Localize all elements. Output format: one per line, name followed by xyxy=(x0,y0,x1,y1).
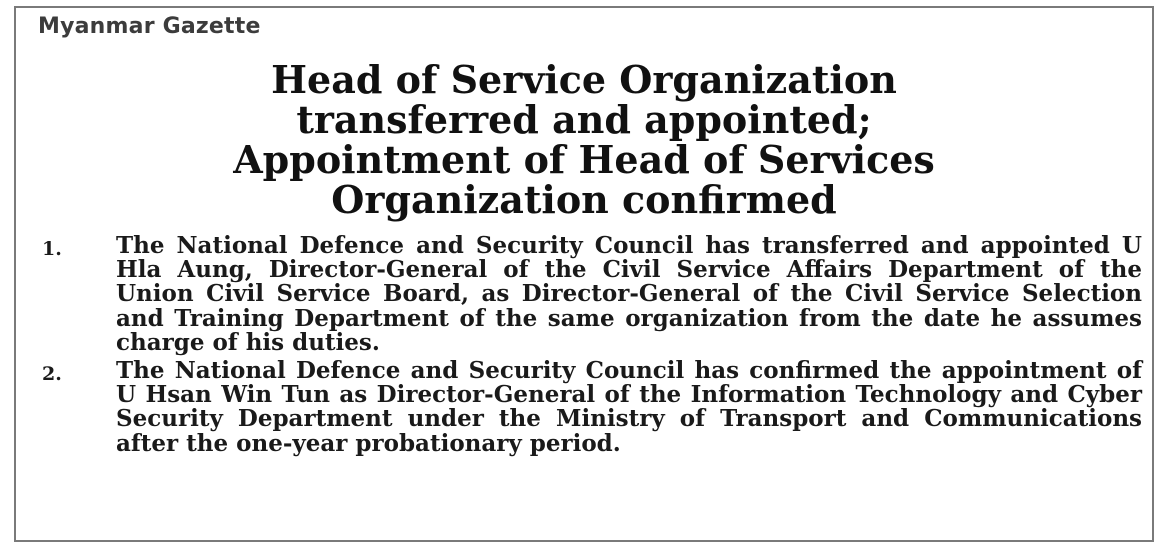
item-number: 2. xyxy=(42,363,62,386)
announcement-item xyxy=(42,359,1142,456)
item-text: The National Defence and Security Council has transferred and appointed U Hla Aung, Director-General of the Civil Service Affairs Department of the Union Civil Service Board, as Director-General of the Civil Service Selection and Training Department of the same organization from the date he assumes charge of his duties. xyxy=(116,232,1142,356)
headline-line: Appointment of Head of Services xyxy=(233,137,935,182)
headline-line: Organization confirmed xyxy=(331,177,837,222)
headline-line: transferred and appointed; xyxy=(296,97,872,142)
publication-name: Myanmar Gazette xyxy=(38,14,261,39)
announcement-item xyxy=(42,234,1142,355)
item-text: The National Defence and Security Council has confirmed the appointment of U Hsan Win Tun as Director-General of the Information Technology and Cyber Security Department under the Ministry of Transport and Communications after the one-year probationary period. xyxy=(116,357,1142,457)
item-number: 1. xyxy=(42,238,62,260)
headline xyxy=(16,57,1152,222)
article-frame xyxy=(14,6,1154,542)
announcement-list xyxy=(42,234,1142,460)
headline-line: Head of Service Organization xyxy=(271,57,897,102)
